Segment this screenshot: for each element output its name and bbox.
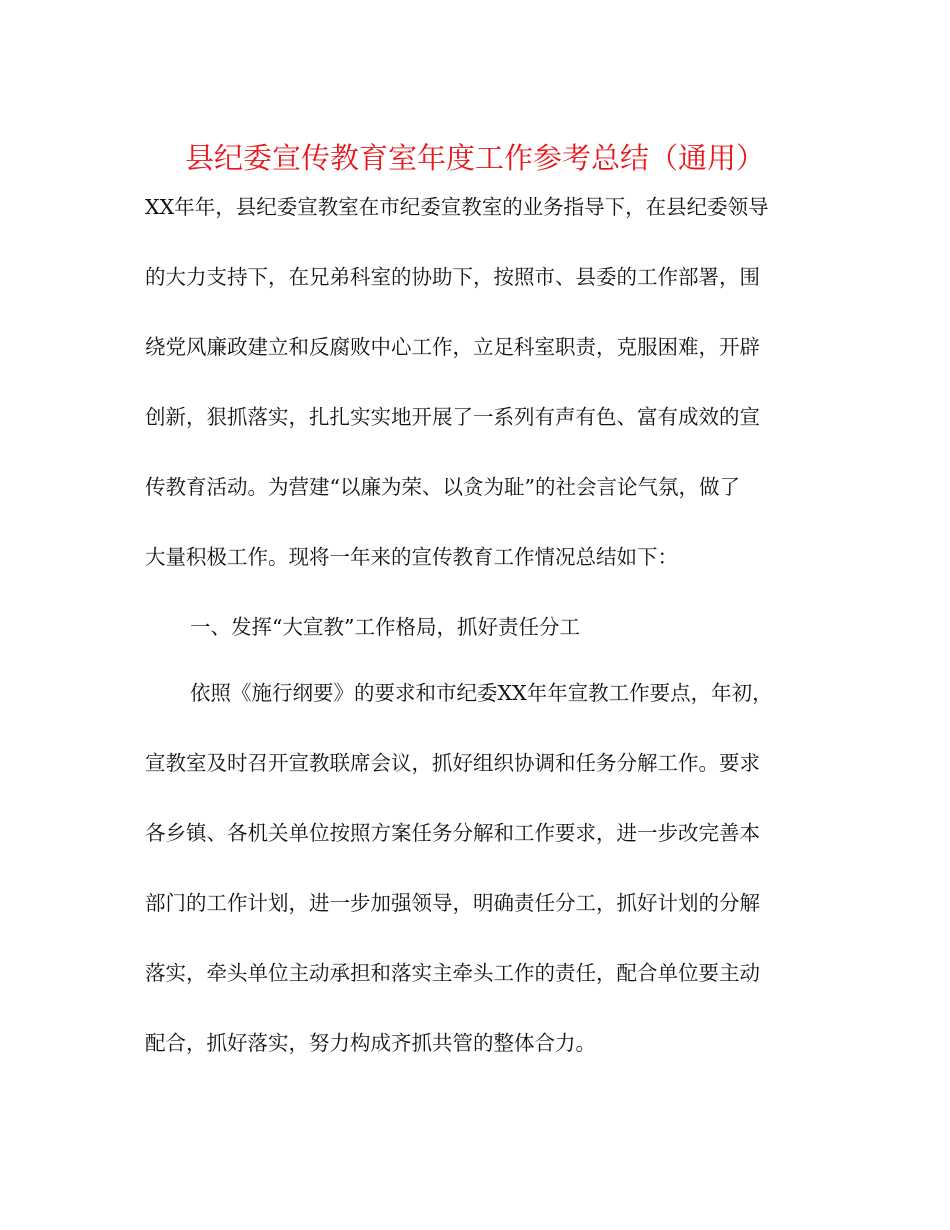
intro-line-6: 大量积极工作。现将一年来的宣传教育工作情况总结如下： [145, 545, 678, 569]
document-title: 县纪委宣传教育室年度工作参考总结（通用） [184, 141, 765, 175]
intro-line-2: 的大力支持下，在兄弟科室的协助下，按照市、县委的工作部署，围 [145, 265, 760, 289]
section-1-line-4: 部门的工作计划，进一步加强领导，明确责任分工，抓好计划的分解 [145, 891, 760, 915]
intro-line-5: 传教育活动。为营建“以廉为荣、以贪为耻”的社会言论气氛，做了 [145, 475, 740, 499]
section-1-line-5: 落实，牵头单位主动承担和落实主牵头工作的责任，配合单位要主动 [145, 961, 760, 985]
intro-line-3: 绕党风廉政建立和反腐败中心工作，立足科室职责，克服困难，开辟 [145, 335, 760, 359]
section-1-line-1: 依照《施行纲要》的要求和市纪委XX年年宣教工作要点，年初， [190, 681, 773, 705]
intro-line-1: XX年年，县纪委宣教室在市纪委宣教室的业务指导下，在县纪委领导 [145, 195, 769, 219]
section-1-line-6: 配合，抓好落实，努力构成齐抓共管的整体合力。 [145, 1031, 596, 1055]
section-heading-1: 一、发挥“大宣教”工作格局，抓好责任分工 [190, 615, 580, 639]
intro-line-4: 创新，狠抓落实，扎扎实实地开展了一系列有声有色、富有成效的宣 [145, 405, 760, 429]
section-1-line-2: 宣教室及时召开宣教联席会议，抓好组织协调和任务分解工作。要求 [145, 751, 760, 775]
section-1-line-3: 各乡镇、各机关单位按照方案任务分解和工作要求，进一步改完善本 [145, 821, 760, 845]
